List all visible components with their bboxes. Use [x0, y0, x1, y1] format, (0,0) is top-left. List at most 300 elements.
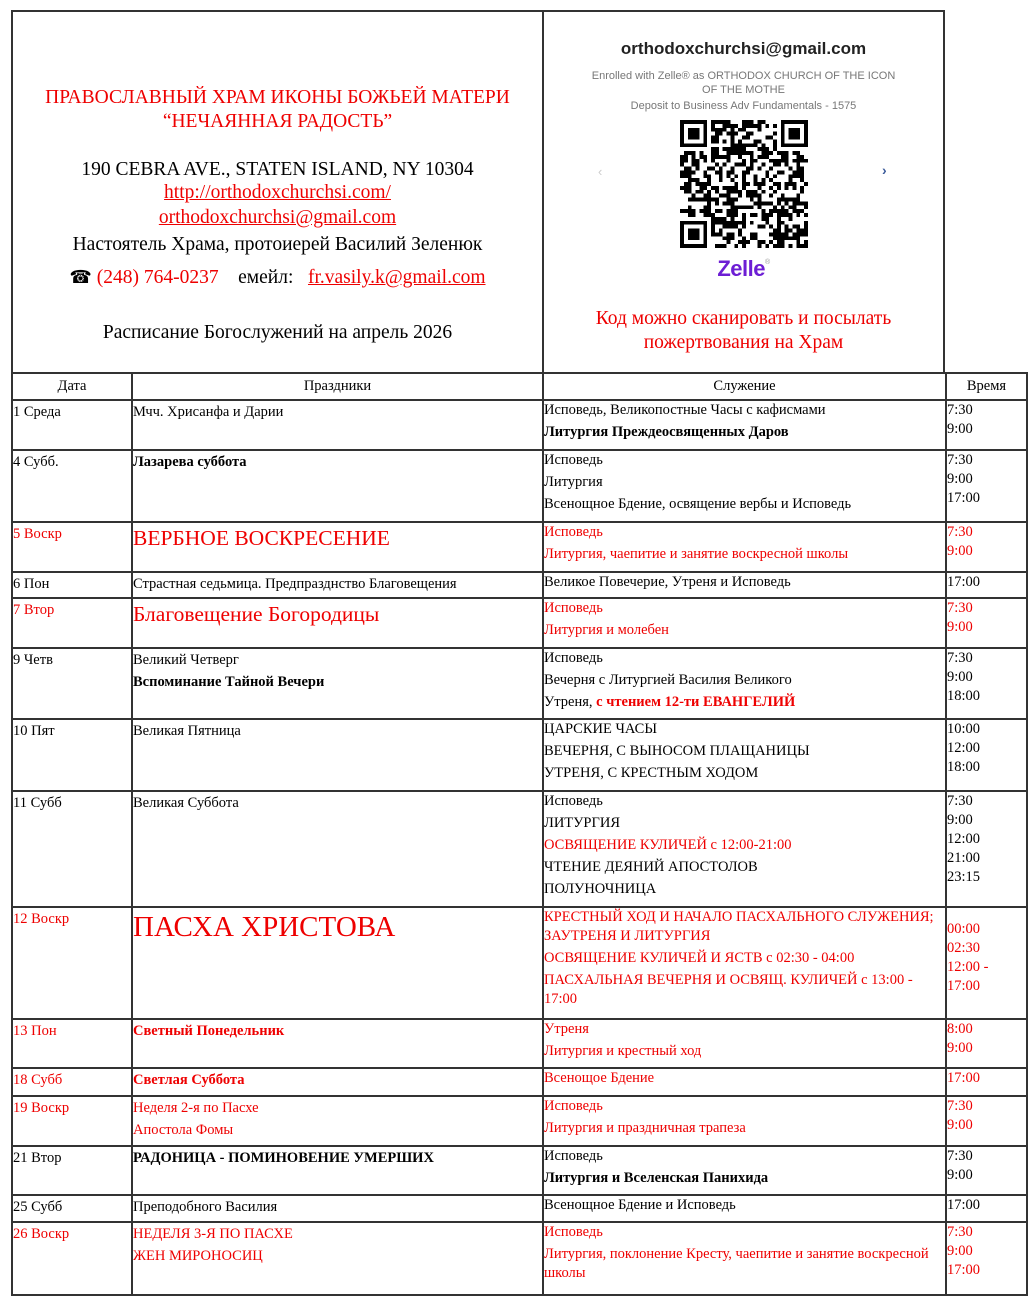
service-text: Исповедь: [544, 452, 603, 468]
time-value: 7:30: [947, 452, 973, 468]
qr-module: [703, 209, 707, 213]
donation-note-line2: пожертвования на Храм: [643, 332, 844, 353]
qr-module: [680, 174, 684, 178]
qr-module: [773, 244, 777, 248]
qr-module: [738, 139, 742, 143]
qr-module: [769, 159, 773, 163]
cell-time: [946, 450, 1027, 522]
service-text: Литургия и крестный ход: [544, 1043, 702, 1059]
church-address: 190 CEBRA AVE., STATEN ISLAND, NY 10304: [81, 159, 474, 180]
cell-time: [946, 648, 1027, 719]
qr-module: [711, 120, 715, 124]
qr-module: [800, 186, 804, 190]
qr-module: [730, 213, 734, 217]
service-text: Литургия и Вселенская Панихида: [544, 1170, 769, 1186]
service-item: [544, 1196, 945, 1218]
qr-module: [738, 151, 742, 155]
service-item: [544, 1223, 945, 1245]
qr-module: [727, 124, 731, 128]
qr-module: [758, 225, 762, 229]
qr-module: [765, 244, 769, 248]
header-date: Дата: [12, 373, 132, 400]
qr-module: [785, 213, 789, 217]
table-row: [12, 572, 1027, 598]
service-item: [544, 1042, 945, 1064]
qr-module: [742, 240, 746, 244]
qr-module: [727, 120, 731, 124]
qr-module: [734, 151, 738, 155]
qr-module: [796, 201, 800, 205]
qr-module: [804, 232, 808, 236]
qr-module: [781, 221, 785, 225]
qr-module: [692, 155, 696, 159]
qr-module: [750, 120, 754, 124]
time-value: 7:30: [947, 1148, 973, 1164]
qr-module: [792, 182, 796, 186]
cell-date: 19 Воскр: [12, 1096, 132, 1146]
qr-module: [738, 232, 742, 236]
qr-module: [738, 194, 742, 198]
zelle-panel: [544, 12, 943, 372]
service-item: [544, 764, 945, 786]
cell-date: 7 Втор: [12, 598, 132, 648]
zelle-deposit-text: Deposit to Business Adv Fundamentals - 1575: [630, 100, 857, 112]
qr-module: [769, 167, 773, 171]
cell-time: [946, 907, 1027, 1019]
qr-module: [773, 147, 777, 151]
feast-name: Вспоминание Тайной Вечери: [133, 674, 325, 690]
time-value: 17:00: [947, 490, 981, 506]
qr-module: [730, 225, 734, 229]
feast-name: НЕДЕЛЯ 3-Я ПО ПАСХЕ: [133, 1226, 293, 1242]
qr-code[interactable]: [680, 120, 808, 248]
qr-module: [804, 201, 808, 205]
qr-module: [727, 232, 731, 236]
qr-module: [684, 155, 688, 159]
service-item: [544, 1069, 945, 1091]
header-time: Время: [946, 373, 1027, 400]
cell-feast: [132, 598, 543, 648]
qr-module: [711, 186, 715, 190]
time-value: 9:00: [947, 471, 973, 487]
cell-feast: [132, 450, 543, 522]
qr-module: [769, 178, 773, 182]
qr-module: [711, 139, 715, 143]
qr-module: [777, 209, 781, 213]
qr-module: [761, 147, 765, 151]
zelle-email: orthodoxchurchsi@gmail.com: [620, 39, 867, 58]
donation-note: [544, 307, 943, 355]
qr-module: [692, 194, 696, 198]
qr-module: [707, 178, 711, 182]
cell-time: [946, 598, 1027, 648]
qr-module: [781, 159, 785, 163]
qr-module: [761, 120, 765, 124]
qr-module: [723, 124, 727, 128]
qr-module: [742, 221, 746, 225]
cell-time: [946, 1068, 1027, 1096]
qr-module: [800, 174, 804, 178]
qr-module: [796, 159, 800, 163]
qr-module: [769, 209, 773, 213]
table-row: [12, 648, 1027, 719]
qr-module: [723, 163, 727, 167]
cell-date: 5 Воскр: [12, 522, 132, 572]
qr-module: [796, 198, 800, 202]
phone-number[interactable]: (248) 764-0237: [96, 267, 219, 288]
qr-module: [804, 240, 808, 244]
time-value: 7:30: [947, 650, 973, 666]
qr-module: [715, 120, 719, 124]
qr-module: [785, 198, 789, 202]
qr-module: [746, 120, 750, 124]
feast-name: ПАСХА ХРИСТОВА: [133, 911, 396, 943]
cell-feast: [132, 907, 543, 1019]
qr-module: [758, 155, 762, 159]
service-item: [544, 523, 945, 545]
church-name-line1: ПРАВОСЛАВНЫЙ ХРАМ ИКОНЫ БОЖЬЕЙ МАТЕРИ: [45, 87, 510, 108]
qr-module: [785, 182, 789, 186]
qr-module: [754, 124, 758, 128]
qr-module: [699, 190, 703, 194]
website-link[interactable]: http://orthodoxchurchsi.com/: [164, 182, 391, 203]
qr-module: [699, 209, 703, 213]
service-item: [544, 621, 945, 643]
qr-module: [796, 225, 800, 229]
service-text: Исповедь: [544, 1148, 603, 1164]
qr-module: [684, 209, 688, 213]
cell-feast: [132, 1146, 543, 1195]
qr-module: [758, 198, 762, 202]
qr-module: [761, 190, 765, 194]
qr-module: [688, 186, 692, 190]
qr-module: [688, 128, 700, 140]
qr-module: [738, 147, 742, 151]
qr-module: [796, 167, 800, 171]
qr-module: [723, 194, 727, 198]
qr-module: [804, 205, 808, 209]
qr-module: [750, 124, 754, 128]
service-item: [544, 545, 945, 567]
qr-module: [696, 159, 700, 163]
qr-module: [758, 128, 762, 132]
qr-module: [711, 147, 715, 151]
qr-module: [715, 217, 719, 221]
cell-time: [946, 400, 1027, 450]
qr-module: [769, 232, 773, 236]
qr-module: [742, 213, 746, 217]
zelle-logo-text: Zelle: [717, 256, 765, 281]
time-value: 12:00: [947, 831, 981, 847]
qr-module: [680, 159, 684, 163]
service-text: ЛИТУРГИЯ: [544, 815, 621, 831]
qr-module: [754, 182, 758, 186]
qr-module: [727, 186, 731, 190]
qr-module: [789, 229, 793, 233]
qr-module: [727, 155, 731, 159]
qr-module: [730, 186, 734, 190]
qr-module: [792, 205, 796, 209]
cell-service: [543, 719, 946, 791]
table-row: [12, 522, 1027, 572]
time-value: 7:30: [947, 600, 973, 616]
service-text: Исповедь: [544, 650, 603, 666]
qr-module: [746, 132, 750, 136]
qr-module: [727, 240, 731, 244]
service-item: [544, 599, 945, 621]
qr-module: [769, 201, 773, 205]
header-feasts: Праздники: [132, 373, 543, 400]
qr-module: [746, 190, 750, 194]
qr-module: [703, 159, 707, 163]
cell-date: 18 Субб: [12, 1068, 132, 1096]
qr-module: [730, 124, 734, 128]
qr-module: [785, 225, 789, 229]
qr-module: [758, 205, 762, 209]
qr-module: [746, 205, 750, 209]
qr-module: [688, 213, 692, 217]
service-item: [544, 423, 945, 445]
time-value: 17:00: [947, 1262, 981, 1278]
qr-module: [781, 198, 785, 202]
time-value: 9:00: [947, 543, 973, 559]
cell-service: [543, 1222, 946, 1295]
time-value: 9:00: [947, 669, 973, 685]
service-text: Литургия, поклонение Кресту, чаепитие и занятие воскресной школы: [544, 1246, 929, 1281]
qr-module: [773, 209, 777, 213]
service-item: [544, 742, 945, 764]
cell-service: [543, 1146, 946, 1195]
qr-module: [773, 143, 777, 147]
qr-module: [730, 170, 734, 174]
qr-module: [789, 217, 793, 221]
time-value: 17:00: [947, 978, 981, 994]
feast-name: Великая Пятница: [133, 723, 241, 739]
time-value: 7:30: [947, 402, 973, 418]
qr-module: [723, 225, 727, 229]
qr-module: [715, 128, 719, 132]
qr-module: [680, 170, 684, 174]
qr-module: [723, 120, 727, 124]
time-value: 9:00: [947, 421, 973, 437]
qr-module: [699, 182, 703, 186]
schedule-title: Расписание Богослужений на апрель 2026: [102, 322, 453, 343]
qr-module: [750, 132, 754, 136]
cell-time: [946, 572, 1027, 598]
qr-module: [765, 155, 769, 159]
service-text: Вечерня с Литургией Василия Великого: [544, 672, 792, 688]
service-item: [544, 1020, 945, 1042]
qr-module: [730, 128, 734, 132]
qr-module: [742, 205, 746, 209]
time-value: 8:00: [947, 1021, 973, 1037]
cell-service: [543, 1096, 946, 1146]
qr-module: [777, 232, 781, 236]
qr-module: [711, 155, 715, 159]
qr-module: [769, 225, 773, 229]
table-row: [12, 450, 1027, 522]
qr-module: [750, 143, 754, 147]
qr-module: [792, 159, 796, 163]
qr-module: [758, 201, 762, 205]
cell-service: [543, 598, 946, 648]
qr-module: [769, 213, 773, 217]
qr-module: [730, 201, 734, 205]
service-highlight: с чтением 12-ти ЕВАНГЕЛИЙ: [596, 694, 796, 710]
qr-module: [742, 244, 746, 248]
qr-module: [765, 213, 769, 217]
qr-module: [777, 225, 781, 229]
qr-module: [719, 232, 723, 236]
time-value: 9:00: [947, 1243, 973, 1259]
qr-module: [742, 182, 746, 186]
qr-module: [773, 132, 777, 136]
table-row: [12, 907, 1027, 1019]
qr-module: [746, 151, 750, 155]
qr-module: [773, 159, 777, 163]
qr-module: [742, 174, 746, 178]
service-item: [544, 649, 945, 671]
qr-module: [746, 143, 750, 147]
qr-module: [707, 190, 711, 194]
qr-module: [796, 155, 800, 159]
qr-module: [707, 194, 711, 198]
qr-module: [777, 236, 781, 240]
cell-date: 11 Субб: [12, 791, 132, 907]
rector-name: Настоятель Храма, протоиерей Василий Зеленюк: [72, 234, 483, 255]
qr-module: [692, 170, 696, 174]
service-text: Исповедь, Великопостные Часы с кафисмами: [544, 402, 826, 418]
qr-module: [696, 178, 700, 182]
table-header-row: [12, 373, 1027, 400]
cell-feast: [132, 648, 543, 719]
qr-module: [777, 159, 781, 163]
service-text: Великое Повечерие, Утреня и Исповедь: [544, 574, 791, 590]
qr-module: [738, 240, 742, 244]
cell-date: 4 Субб.: [12, 450, 132, 522]
qr-module: [696, 198, 700, 202]
qr-module: [785, 232, 789, 236]
qr-module: [730, 143, 734, 147]
rector-email-link[interactable]: fr.vasily.k@gmail.com: [307, 267, 486, 288]
qr-module: [711, 225, 715, 229]
qr-module: [719, 221, 723, 225]
table-row: [12, 1222, 1027, 1295]
qr-module: [804, 213, 808, 217]
cell-service: [543, 522, 946, 572]
qr-module: [715, 155, 719, 159]
header-block: [11, 10, 945, 372]
qr-module: [703, 186, 707, 190]
service-text: КРЕСТНЫЙ ХОД И НАЧАЛО ПАСХАЛЬНОГО СЛУЖЕНИЯ; ЗАУТРЕНЯ И ЛИТУРГИЯ: [544, 909, 934, 944]
qr-module: [796, 163, 800, 167]
qr-module: [723, 236, 727, 240]
qr-module: [758, 147, 762, 151]
qr-module: [789, 213, 793, 217]
qr-module: [727, 174, 731, 178]
qr-module: [730, 236, 734, 240]
qr-module: [723, 155, 727, 159]
qr-module: [769, 136, 773, 140]
qr-module: [754, 159, 758, 163]
church-info: [13, 12, 544, 372]
qr-module: [785, 236, 789, 240]
qr-module: [719, 132, 723, 136]
cell-time: [946, 1146, 1027, 1195]
qr-module: [796, 174, 800, 178]
qr-module: [703, 155, 707, 159]
cell-time: [946, 1096, 1027, 1146]
table-row: [12, 1068, 1027, 1096]
qr-module: [785, 163, 789, 167]
qr-module: [688, 182, 692, 186]
feast-name: Преподобного Василия: [133, 1199, 278, 1215]
time-value: 12:00 -: [947, 959, 989, 975]
qr-module: [715, 186, 719, 190]
qr-module: [800, 229, 804, 233]
service-text: Литургия: [544, 474, 603, 490]
qr-module: [684, 151, 688, 155]
qr-module: [765, 147, 769, 151]
service-text: Литургия, чаепитие и занятие воскресной школы: [544, 546, 849, 562]
qr-module: [680, 155, 684, 159]
qr-module: [769, 240, 773, 244]
qr-module: [777, 229, 781, 233]
qr-module: [758, 139, 762, 143]
qr-module: [800, 190, 804, 194]
qr-module: [719, 170, 723, 174]
cell-date: 25 Субб: [12, 1195, 132, 1222]
qr-module: [785, 201, 789, 205]
qr-module: [688, 209, 692, 213]
church-email-link[interactable]: orthodoxchurchsi@gmail.com: [158, 207, 397, 228]
service-text: Литургия Преждеосвященных Даров: [544, 424, 789, 440]
qr-module: [765, 124, 769, 128]
qr-module: [761, 163, 765, 167]
qr-module: [734, 186, 738, 190]
cell-feast: [132, 522, 543, 572]
qr-module: [800, 159, 804, 163]
time-value: 02:30: [947, 940, 981, 956]
service-item: [544, 1147, 945, 1169]
qr-module: [680, 186, 684, 190]
qr-module: [796, 244, 800, 248]
qr-module: [711, 167, 715, 171]
qr-module: [711, 221, 715, 225]
qr-module: [773, 236, 777, 240]
time-value: 23:15: [947, 869, 981, 885]
qr-module: [804, 229, 808, 233]
qr-module: [727, 236, 731, 240]
qr-module: [707, 213, 711, 217]
service-item: [544, 495, 945, 517]
qr-module: [688, 205, 692, 209]
qr-module: [769, 194, 773, 198]
service-text: ОСВЯЩЕНИЕ КУЛИЧЕЙ с 12:00-21:00: [544, 837, 792, 853]
time-value: 21:00: [947, 850, 981, 866]
cell-date: 1 Среда: [12, 400, 132, 450]
cell-feast: [132, 400, 543, 450]
time-value: 9:00: [947, 1117, 973, 1133]
qr-module: [789, 205, 793, 209]
service-text: Всенощное Бдение и Исповедь: [544, 1197, 736, 1213]
qr-module: [723, 201, 727, 205]
qr-module: [730, 209, 734, 213]
qr-module: [761, 178, 765, 182]
qr-module: [696, 163, 700, 167]
qr-module: [692, 163, 696, 167]
qr-module: [711, 229, 715, 233]
